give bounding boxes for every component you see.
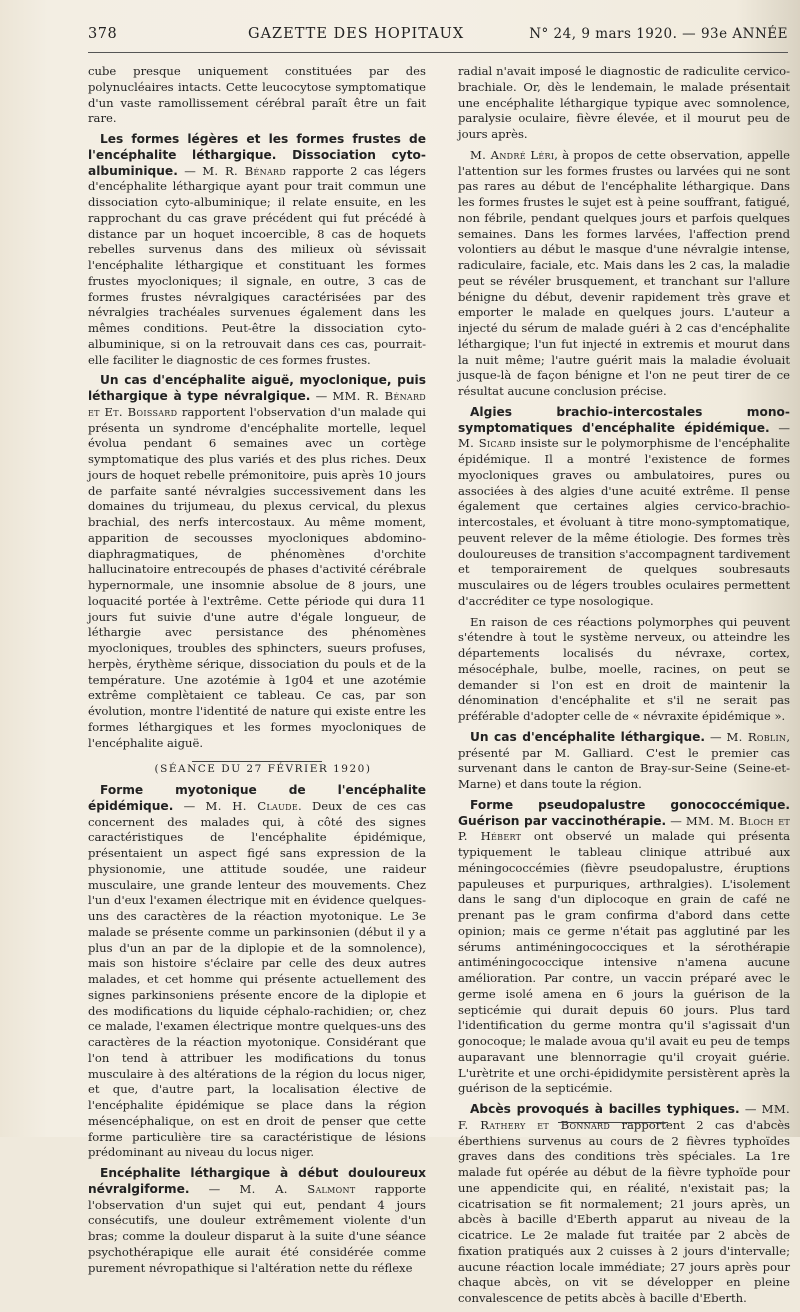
section-heading: Forme myotonique de l'encéphalite épidémique. xyxy=(88,783,426,813)
section-text: ont observé un malade qui présenta typiquement le tableau clinique attribué aux méningococcémies (fièvre pseudopalustre, éruptions papuleuses et purpuriques, arthralgies). L'isolement dans le sang d'un diplocoque en grain de café ne prenant pas le gram confirma d'abord dans cette opinion; mais ce germe n'était pas agglutiné par les sérums antiméningococciques et la sérothérapie antiméningococcique intensive n'amena aucune amélioration. Par contre, un vaccin préparé avec le germe isolé amena en 6 jours la guérison de la septicémie qui durait depuis 60 jours. Plus tard l'identification du germe montra qu'il s'agissait d'un gonocoque; le malade avoua qu'il avait eu peu de temps auparavant une blennorragie qu'il croyait guérie. L'urètrite et une orchi-épididymite persistèrent après la guérison de la septicémie. xyxy=(458,829,790,1096)
section-forme-myotonique: Forme myotonique de l'encéphalite épidémique. — M. H. Claude. Deux de ces cas concernent des malades qui, à côté des signes caractéristiques de l'encéphalite épidémique, présentaient un aspect figé sans expression de la physionomie, une attitude soudée, une raideur musculaire, une grande lenteur des mouvements. Chez l'un d'eux l'examen électrique mit en évidence quelques-uns des caractères de la réaction myotonique. Le 3e malade se présente comme un parkinsonien (début il y a plus d'un an par de la diplopie et de la somnolence), mais son histoire s'éclaire par celle des deux autres malades, et cet homme qui présente actuellement des signes parkinsoniens présente encore de la diplopie et des modifications du liquide céphalo-rachidien; or, chez ce malade, l'examen électrique montre quelques-uns des caractères de la réaction myotonique. Considérant que l'on tend à attribuer les modifications du tonus musculaire à des altérations de la région du locus niger, et que, d'autre part, la localisation élective de l'encéphalite épidémique se place dans la région mésencéphalique, on est en droit de penser que cette forme particulière tire sa caractéristique de lésions prédominant au niveau du locus niger. xyxy=(88,783,426,1160)
author: M. A. Salmont xyxy=(239,1181,356,1196)
section-heading: Encéphalite léthargique à début douloureux névralgiforme. xyxy=(88,1166,426,1196)
page-number: 378 xyxy=(88,26,118,42)
seance-heading: (SÉANCE DU 27 FÉVRIER 1920) xyxy=(154,763,372,776)
author: M. André Léri xyxy=(470,147,555,162)
author: M. H. Claude xyxy=(205,798,299,813)
issue-info: N° 24, 9 mars 1920. — 93e ANNÉE xyxy=(529,26,788,42)
section-pseudopalustre: Forme pseudopalustre gonococcémique. Guérison par vaccinothérapie. — MM. M. Bloch et P. Hébert ont observé un malade qui présenta typiquement le tableau clinique attribué aux méningococcémies (fièvre pseudopalustre, éruptions papuleuses et purpuriques, arthralgies). L'isolement dans le sang d'un diplocoque en grain de café ne prenant pas le gram confirma d'abord dans cette opinion; mais ce germe n'était pas agglutiné par les sérums antiméningococciques et la sérothérapie antiméningococcique intensive n'amena aucune amélioration. Par contre, un vaccin préparé avec le germe isolé amena en 6 jours la guérison de la septicémie qui durait depuis 60 jours. Plus tard l'identification du germe montra qu'il s'agissait d'un gonocoque; le malade avoua qu'il avait eu peu de temps auparavant une blennorragie qu'il croyait guérie. L'urètrite et une orchi-épididymite persistèrent après la guérison de la septicémie. xyxy=(458,797,790,1096)
section-heading: Algies brachio-intercostales mono-symptomatiques d'encéphalite épidémique. xyxy=(458,404,790,435)
section-text: , présenté par M. Galliard. C'est le premier cas survenant dans le canton de Bray-sur-Seine (Seine-et-Marne) et dans toute la région. xyxy=(458,729,790,791)
section-heading: Les formes légères et les formes frustes de l'encéphalite léthargique. Dissociation cyto-albuminique. xyxy=(88,132,426,178)
paragraph: radial n'avait imposé le diagnostic de radiculite cervico-brachiale. Or, dès le lendemain, le malade présentait une encéphalite léthargique typique avec somnolence, paralysie oculaire, fièvre élevée, et il mourut peu de jours après. xyxy=(458,64,790,141)
paragraph-leri xyxy=(458,148,790,400)
section-heading: Un cas d'encéphalite aiguë, myoclonique, puis léthargique à type névralgique. xyxy=(88,373,426,403)
author: M. Sicard xyxy=(458,436,517,451)
section-text: , à propos de cette observation, appelle l'attention sur les formes frustes ou larvées qui ne sont pas rares au début de l'encéphalite léthargique. Dans les formes frustes le sujet est à peine souffrant, fatigué, non fébrile, pendant quelques jours et parfois quelques semaines. Dans les formes larvées, l'affection prend volontiers au début le masque d'une névralgie intense, radiculaire, faciale, etc. Mais dans les 2 cas, la maladie peut se révéler brusquement, et tranchant sur l'allure bénigne du début, devenir rapidement très grave et emporter le malade en quelques jours. L'auteur a injecté du sérum de malade guéri à 2 cas d'encéphalite léthargique; l'un fut injecté in extremis et mourut dans la nuit même; l'autre guérit mais la maladie évoluait jusque-là de façon bénigne et l'on ne peut tirer de ce résultat aucune conclusion précise. xyxy=(458,147,790,398)
section-lethargique-formes-frustes: Les formes légères et les formes frustes de l'encéphalite léthargique. Dissociation cyto-albuminique. — M. R. Bénard rapporte 2 cas légers d'encéphalite léthargique ayant pour trait commun une dissociation cyto-albuminique; il relate ensuite, en les rapprochant du cas grave précédent qui fut précédé à distance par un hoquet incoercible, 8 cas de hoquets rebelles survenus dans des milieux où sévissait l'encéphalite léthargique et constituant les formes frustes myocloniques; il signale, en outre, 3 cas de formes frustes névralgiques caractérisées par des névralgies trachéales survenues également dans les mêmes conditions. Peut-être la dissociation cyto-albuminique, si on la retrouvait dans ces cas, pourrait-elle faciliter le diagnostic de ces formes frustes. xyxy=(88,132,426,367)
author: MM. M. Bloch et P. Hébert xyxy=(458,813,790,844)
section-cas-lethargique: Un cas d'encéphalite léthargique. — M. Roblin, présenté par M. Galliard. C'est le premier cas survenant dans le canton de Bray-sur-Seine (Seine-et-Marne) et dans toute la région. xyxy=(458,729,790,791)
left-column xyxy=(88,64,426,1281)
right-column xyxy=(458,64,790,1312)
section-text: insiste sur le polymorphisme de l'encéphalite épidémique. Il a montré l'existence de formes myocloniques graves ou ambulatoires, pures ou associées à des algies d'une acuité extrême. Il pense également que certaines algies cervico-brachio-intercostales, et évoluant à titre mono-symptomatique, peuvent relever de la même étiologie. Des formes très douloureuses de transition s'accompagnent tardivement et temporairement de quelques soubresauts musculaires ou de légers troubles oculaires permettent d'accréditer ce type nosologique. xyxy=(458,436,790,608)
section-heading: Forme pseudopalustre gonococcémique. Guérison par vaccinothérapie. xyxy=(458,797,790,828)
section-debut-douloureux: Encéphalite léthargique à début douloureux névralgiforme. — M. A. Salmont rapporte l'observation d'un sujet qui eut, pendant 4 jours consécutifs, une douleur extrêmement violente d'un bras; comme la douleur disparut à la suite d'une séance psychothérapique elle aurait été considérée comme purement névropathique si l'altération nette du réflexe xyxy=(88,1166,426,1275)
section-text: Deux de ces cas concernent des malades qui, à côté des signes caractéristiques de l'encéphalite épidémique, présentaient un aspect figé sans expression de la physionomie, une attitude soudée, une raideur musculaire, une grande lenteur des mouvements. Chez l'un d'eux l'examen électrique mit en évidence quelques-uns des caractères de la réaction myotonique. Le 3e malade se présente comme un parkinsonien (début il y a plus d'un an par de la diplopie et de la somnolence), mais son histoire s'éclaire par celle des deux autres malades, et cet homme qui présente actuellement des signes parkinsoniens présente encore de la diplopie et des modifications du liquide céphalo-rachidien; or, chez ce malade, l'examen électrique montre quelques-uns des caractères de la réaction myotonique. Considérant que l'on tend à attribuer les modifications du tonus musculaire à des altérations de la région du locus niger, et que, d'autre part, la localisation élective de l'encéphalite épidémique se place dans la région mésencéphalique, on est en droit de penser que cette forme particulière tire sa caractéristique de lésions prédominant au niveau du locus niger. xyxy=(88,798,426,1160)
author: M. Roblin xyxy=(726,729,787,744)
end-rule xyxy=(558,1122,668,1123)
page-header xyxy=(88,18,788,53)
section-text: rapportent 2 cas d'abcès éberthiens survenus au cours de 2 fièvres typhoïdes graves dans des conditions très spéciales. La 1re malade fut opérée au début de la fièvre typhoïde pour une appendicite qui, en réalité, n'existait pas; la cicatrisation se fit normalement; 21 jours après, un abcès à bacille d'Eberth apparut au niveau de la cicatrice. Le 2e malade fut traitée par 2 abcès de fixation pratiqués aux 2 cuisses à 2 jours d'intervalle; aucune réaction locale immédiate; 27 jours après pour chaque abcès, on vit se développer en pleine convalescence de petits abcès à bacille d'Eberth. xyxy=(458,1117,791,1305)
section-text: rapporte 2 cas légers d'encéphalite léthargique ayant pour trait commun une dissociation cyto-albuminique; il relate ensuite, en les rapprochant du cas grave précédent qui fut précédé à distance par un hoquet incoercible, 8 cas de hoquets rebelles survenus dans des milieux où sévissait l'encéphalite léthargique et constituant les formes frustes myocloniques; il signale, en outre, 3 cas de formes frustes névralgiques caractérisées par des névralgies trachéales survenues également dans les mêmes conditions. Peut-être la dissociation cyto-albuminique, si on la retrouvait dans ces cas, pourrait-elle faciliter le diagnostic de ces formes frustes. xyxy=(88,163,426,367)
author: MM. R. Bénard et Et. Boissard xyxy=(88,389,426,419)
section-heading: Un cas d'encéphalite léthargique. xyxy=(470,729,706,744)
journal-title: GAZETTE DES HOPITAUX xyxy=(248,26,465,42)
author: M. R. Bénard xyxy=(202,163,287,178)
section-abces: Abcès provoqués à bacilles typhiques. — MM. F. Rathery et Bonnard rapportent 2 cas d'abcès éberthiens survenus au cours de 2 fièvres typhoïdes graves dans des conditions très spéciales. La 1re malade fut opérée au début de la fièvre typhoïde pour une appendicite qui, en réalité, n'existait pas; la cicatrisation se fit normalement; 21 jours après, un abcès à bacille d'Eberth apparut au niveau de la cicatrice. Le 2e malade fut traitée par 2 abcès de fixation pratiqués aux 2 cuisses à 2 jours d'intervalle; aucune réaction locale immédiate; 27 jours après pour chaque abcès, on vit se développer en pleine convalescence de petits abcès à bacille d'Eberth. xyxy=(458,1102,791,1305)
section-encephalite-aigue: Un cas d'encéphalite aiguë, myoclonique, puis léthargique à type névralgique. — MM. R. Bénard et Et. Boissard rapportent l'observation d'un malade qui présenta un syndrome d'encéphalite mortelle, lequel évolua pendant 6 semaines avec un cortège symptomatique des plus variés et des plus riches. Deux jours de hoquet rebelle prémonitoire, puis après 10 jours de parfaite santé névralgies successivement dans les domaines du trijumeau, du plexus cervical, du plexus brachial, des nerfs intercostaux. Au même moment, apparition de secousses myocloniques abdomino-diaphragmatiques, de phénomènes d'orchite hallucinatoire entrecoupés de phases d'activité cérébrale hypernormale, une insomnie absolue de 8 jours, une loquacité portée à l'extrême. Cette période qui dura 11 jours fut suivie d'une autre d'égale longueur, de léthargie avec persistance des phénomènes myocloniques, troubles des sphincters, sueurs profuses, herpès, érythème sérique, dissociation du pouls et de la température. Une azotémie à 1g04 et une azotémie extrême complètaient ce tableau. Ce cas, par son évolution, montre l'identité de nature qui existe entre les formes léthargiques et les formes myocloniques de l'encéphalite aiguë. xyxy=(88,373,426,750)
paragraph: En raison de ces réactions polymorphes qui peuvent s'étendre à tout le système nerveux, ou atteindre les départements localisés du névraxe, cortex, mésocéphale, bulbe, moelle, racines, on peut se demander si l'on est en droit de maintenir la dénomination d'encéphalite et s'il ne serait pas préférable d'adopter celle de « névraxite épidémique ». xyxy=(458,614,790,723)
section-text: rapporte l'observation d'un sujet qui eut, pendant 4 jours consécutifs, une douleur extrêmement violente d'un bras; comme la douleur disparut à la suite d'une séance psychothérapique elle aurait été considérée comme purement névropathique si l'altération nette du réflexe xyxy=(88,1181,426,1275)
section-text: rapportent l'observation d'un malade qui présenta un syndrome d'encéphalite mortelle, lequel évolua pendant 6 semaines avec un cortège symptomatique des plus variés et des plus riches. Deux jours de hoquet rebelle prémonitoire, puis après 10 jours de parfaite santé névralgies successivement dans les domaines du trijumeau, du plexus cervical, du plexus brachial, des nerfs intercostaux. Au même moment, apparition de secousses myocloniques abdomino-diaphragmatiques, de phénomènes d'orchite hallucinatoire entrecoupés de phases d'activité cérébrale hypernormale, une insomnie absolue de 8 jours, une loquacité portée à l'extrême. Cette période qui dura 11 jours fut suivie d'une autre d'égale longueur, de léthargie avec persistance des phénomènes myocloniques, troubles des sphincters, sueurs profuses, herpès, érythème sérique, dissociation du pouls et de la température. Une azotémie à 1g04 et une azotémie extrême complètaient ce tableau. Ce cas, par son évolution, montre l'identité de nature qui existe entre les formes léthargiques et les formes myocloniques de l'encéphalite aiguë. xyxy=(88,404,426,750)
paragraph: cube presque uniquement constituées par des polynucléaires intacts. Cette leucocytose symptomatique d'un vaste ramollissement cérébral paraît être un fait rare. xyxy=(88,64,426,126)
section-algies: Algies brachio-intercostales mono-symptomatiques d'encéphalite épidémique. — M. Sicard insiste sur le polymorphisme de l'encéphalite épidémique. Il a montré l'existence de formes myocloniques graves ou ambulatoires, pures ou associées à des algies d'une acuité extrême. Il pense également que certaines algies cervico-brachio-intercostales, et évoluant à titre mono-symptomatique, peuvent relever de la même étiologie. Des formes très douloureuses de transition s'accompagnent tardivement et temporairement de quelques soubresauts musculaires ou de légers troubles oculaires permettent d'accréditer ce type nosologique. xyxy=(458,404,790,608)
author: MM. F. Rathery et Bonnard xyxy=(458,1102,790,1132)
section-heading: Abcès provoqués à bacilles typhiques. xyxy=(470,1102,740,1116)
